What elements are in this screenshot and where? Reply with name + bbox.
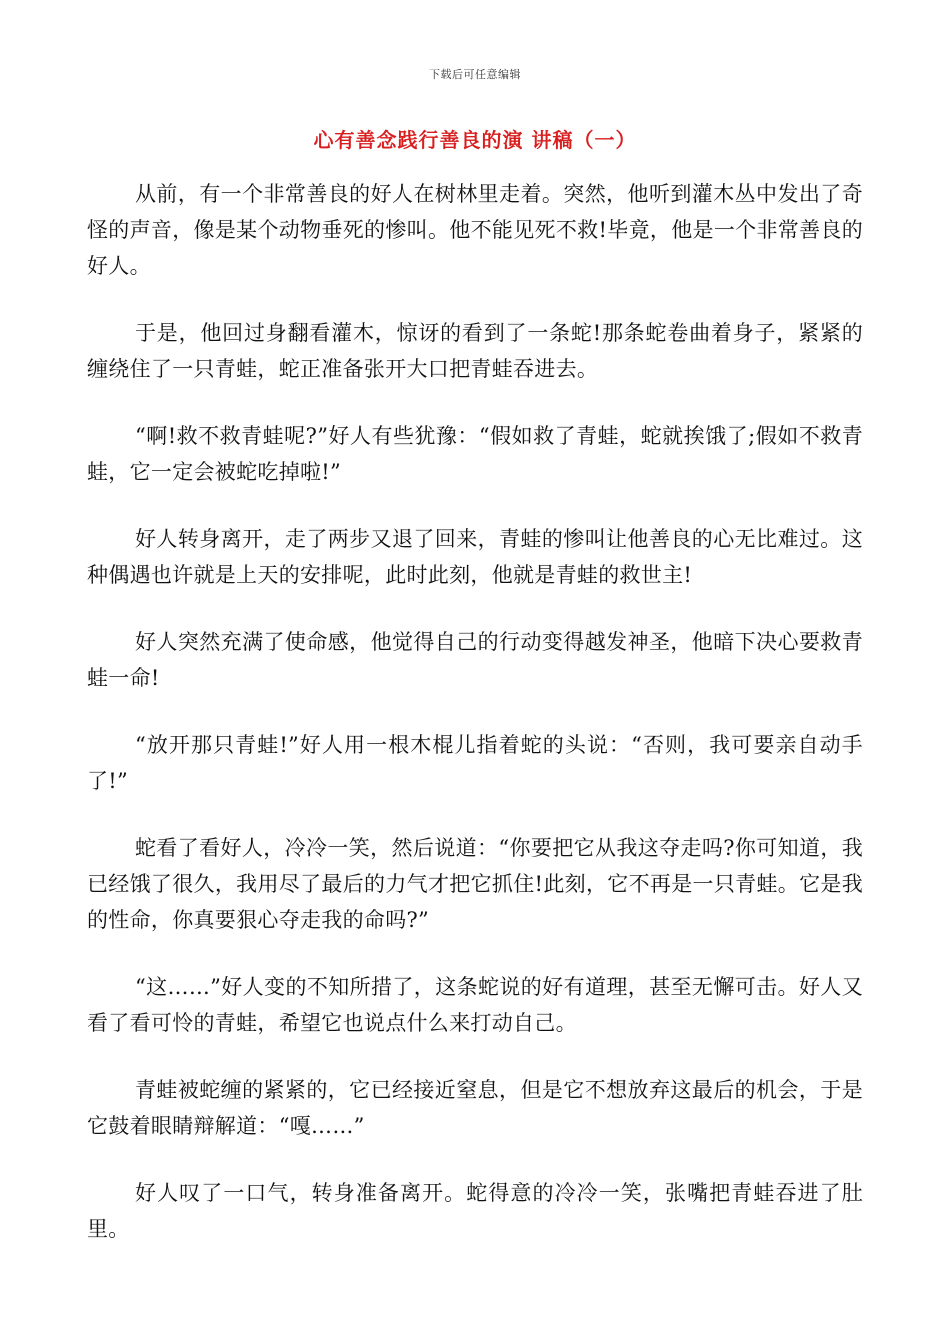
document-title: 心有善念践行善良的演 讲稿（一） [313, 128, 637, 152]
paragraph: 蛇看了看好人，冷冷一笑，然后说道：“你要把它从我这夺走吗?你可知道，我已经饿了很久，我用尽了最后的力气才把它抓住!此刻，它不再是一只青蛙。它是我的性命，你真要狠心夺走我的命吗?” [87, 836, 863, 932]
paragraph: 青蛙被蛇缠的紧紧的，它已经接近窒息，但是它不想放弃这最后的机会，于是它鼓着眼睛辩解道：“嘎……” [87, 1078, 863, 1138]
paragraph: 于是，他回过身翻看灌木，惊讶的看到了一条蛇!那条蛇卷曲着身子，紧紧的缠绕住了一只青蛙，蛇正准备张开大口把青蛙吞进去。 [87, 321, 863, 381]
paragraph: “这……”好人变的不知所措了，这条蛇说的好有道理，甚至无懈可击。好人又看了看可怜的青蛙，希望它也说点什么来打动自己。 [87, 975, 863, 1035]
paragraph: 好人叹了一口气，转身准备离开。蛇得意的冷冷一笑，张嘴把青蛙吞进了肚里。 [87, 1181, 863, 1241]
document-body [87, 176, 863, 1278]
paragraph: “放开那只青蛙!”好人用一根木棍儿指着蛇的头说：“否则，我可要亲自动手了!” [87, 733, 863, 793]
paragraph: 好人转身离开，走了两步又退了回来，青蛙的惨叫让他善良的心无比难过。这种偶遇也许就是上天的安排呢，此时此刻，他就是青蛙的救世主! [87, 527, 863, 587]
paragraph: “啊!救不救青蛙呢?”好人有些犹豫：“假如救了青蛙，蛇就挨饿了;假如不救青蛙，它一定会被蛇吃掉啦!” [87, 424, 863, 484]
paragraph: 好人突然充满了使命感，他觉得自己的行动变得越发神圣，他暗下决心要救青蛙一命! [87, 630, 863, 690]
paragraph: 从前，有一个非常善良的好人在树林里走着。突然，他听到灌木丛中发出了奇怪的声音，像是某个动物垂死的惨叫。他不能见死不救!毕竟，他是一个非常善良的好人。 [87, 182, 863, 278]
page-header-note: 下载后可任意编辑 [429, 68, 521, 81]
